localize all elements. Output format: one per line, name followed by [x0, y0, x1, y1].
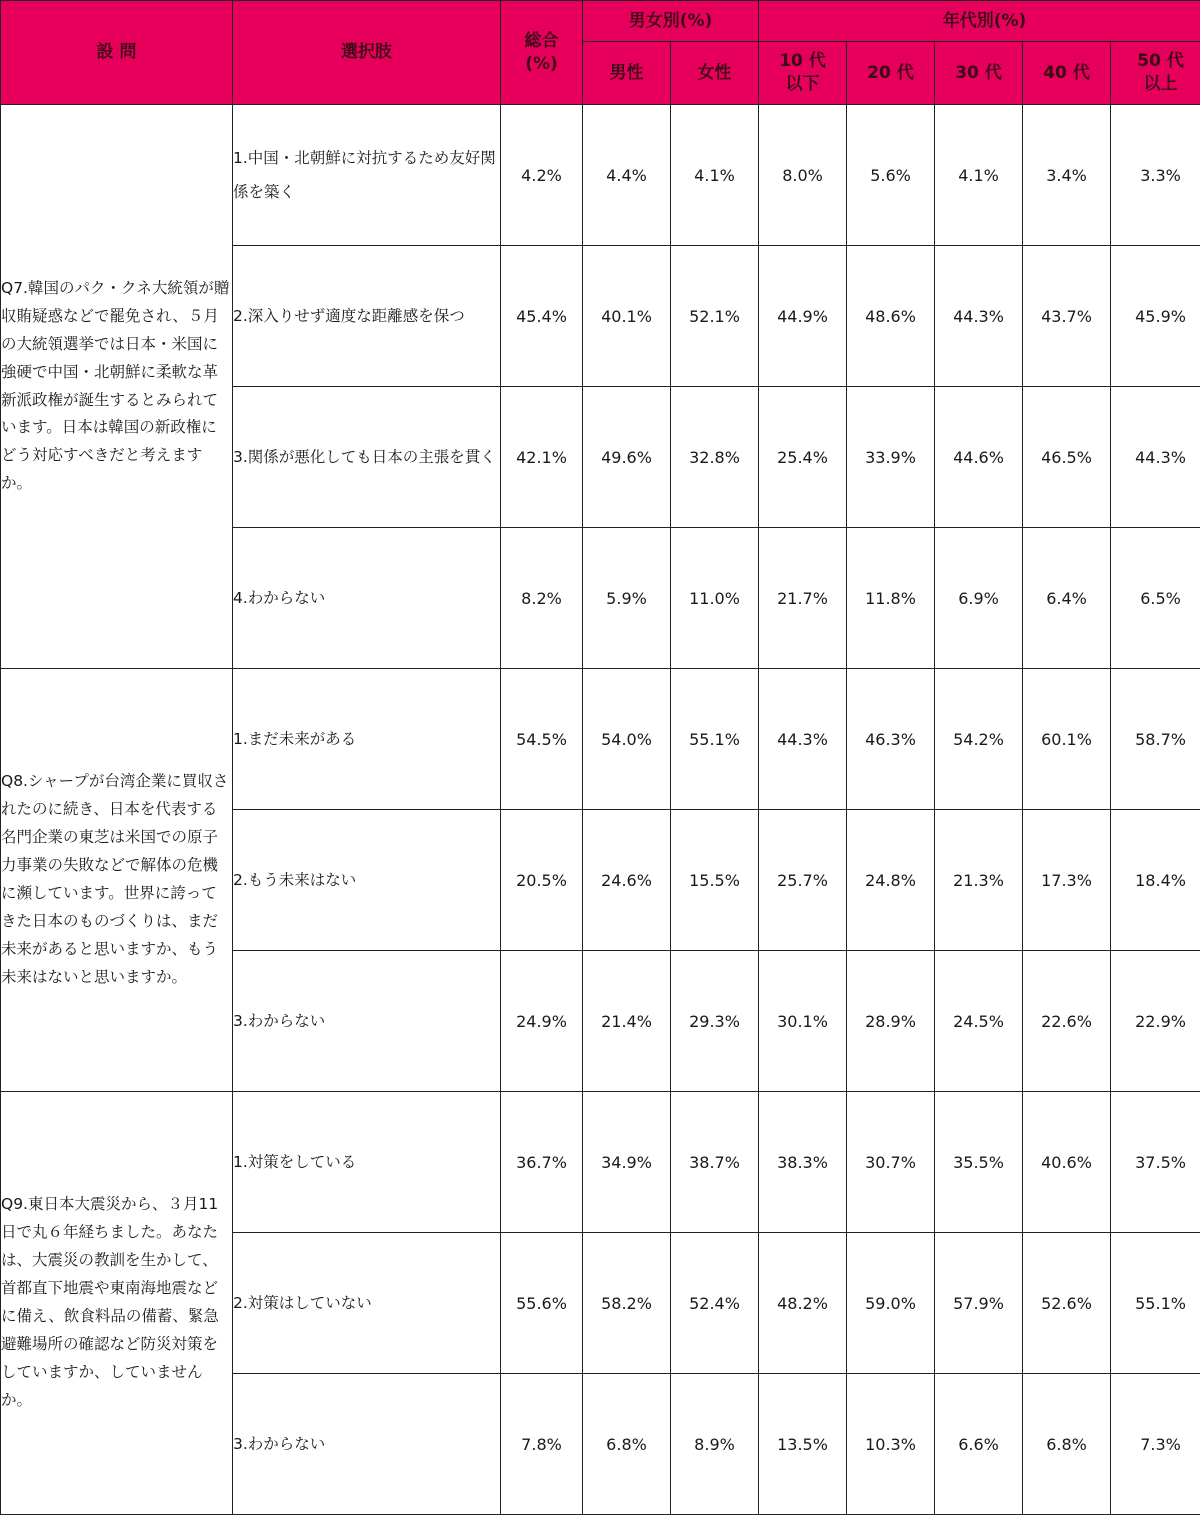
value-cell-male: 49.6%: [583, 387, 671, 528]
value-cell-age-20s: 11.8%: [847, 528, 935, 669]
value-cell-age-10s: 21.7%: [759, 528, 847, 669]
value-cell-age-40s: 60.1%: [1023, 669, 1111, 810]
value-cell-age-20s: 48.6%: [847, 246, 935, 387]
choice-label: 2.もう未来はない: [233, 810, 501, 951]
header-age-40s: 40 代: [1023, 42, 1111, 105]
value-cell-age-50s: 22.9%: [1111, 951, 1200, 1092]
value-cell-male: 5.9%: [583, 528, 671, 669]
value-cell-age-30s: 6.9%: [935, 528, 1023, 669]
value-cell-total: 36.7%: [501, 1092, 583, 1233]
value-cell-female: 55.1%: [671, 669, 759, 810]
header-age-50s: 50 代 以上: [1111, 42, 1200, 105]
value-cell-female: 38.7%: [671, 1092, 759, 1233]
value-cell-female: 8.9%: [671, 1374, 759, 1515]
value-cell-female: 52.4%: [671, 1233, 759, 1374]
value-cell-age-30s: 44.6%: [935, 387, 1023, 528]
value-cell-age-20s: 24.8%: [847, 810, 935, 951]
value-cell-total: 8.2%: [501, 528, 583, 669]
value-cell-age-40s: 52.6%: [1023, 1233, 1111, 1374]
value-cell-age-30s: 35.5%: [935, 1092, 1023, 1233]
value-cell-female: 29.3%: [671, 951, 759, 1092]
value-cell-age-30s: 21.3%: [935, 810, 1023, 951]
table-row: [1, 105, 1200, 246]
choice-label: 3.関係が悪化しても日本の主張を貫く: [233, 387, 501, 528]
value-cell-age-50s: 3.3%: [1111, 105, 1200, 246]
header-total-unit: (%): [525, 53, 558, 74]
value-cell-age-40s: 17.3%: [1023, 810, 1111, 951]
value-cell-age-50s: 37.5%: [1111, 1092, 1200, 1233]
value-cell-total: 4.2%: [501, 105, 583, 246]
question-text: Q8.シャープが台湾企業に買収されたのに続き、日本を代表する名門企業の東芝は米国での原子力事業の失敗などで解体の危機に瀕しています。世界に誇ってきた日本のものづくりは、まだ未来があると思いますか、もう未来はないと思いますか。: [1, 669, 233, 1092]
value-cell-age-20s: 33.9%: [847, 387, 935, 528]
value-cell-age-30s: 57.9%: [935, 1233, 1023, 1374]
value-cell-male: 6.8%: [583, 1374, 671, 1515]
table-row: [1, 669, 1200, 810]
value-cell-total: 42.1%: [501, 387, 583, 528]
value-cell-age-50s: 58.7%: [1111, 669, 1200, 810]
value-cell-age-40s: 46.5%: [1023, 387, 1111, 528]
table-row: [1, 1092, 1200, 1233]
choice-label: 3.わからない: [233, 951, 501, 1092]
value-cell-age-10s: 44.9%: [759, 246, 847, 387]
value-cell-age-20s: 59.0%: [847, 1233, 935, 1374]
value-cell-age-30s: 24.5%: [935, 951, 1023, 1092]
value-cell-age-20s: 10.3%: [847, 1374, 935, 1515]
value-cell-male: 54.0%: [583, 669, 671, 810]
header-gender-group: 男女別(%): [583, 1, 759, 42]
value-cell-age-10s: 25.7%: [759, 810, 847, 951]
header-question: 設 問: [1, 1, 233, 105]
value-cell-male: 21.4%: [583, 951, 671, 1092]
value-cell-total: 20.5%: [501, 810, 583, 951]
table-body: [1, 105, 1200, 1515]
value-cell-age-10s: 30.1%: [759, 951, 847, 1092]
value-cell-male: 24.6%: [583, 810, 671, 951]
value-cell-female: 4.1%: [671, 105, 759, 246]
value-cell-age-20s: 46.3%: [847, 669, 935, 810]
value-cell-age-40s: 6.4%: [1023, 528, 1111, 669]
value-cell-age-20s: 5.6%: [847, 105, 935, 246]
value-cell-age-40s: 22.6%: [1023, 951, 1111, 1092]
value-cell-age-50s: 55.1%: [1111, 1233, 1200, 1374]
header-total: [501, 1, 583, 105]
value-cell-female: 52.1%: [671, 246, 759, 387]
choice-label: 3.わからない: [233, 1374, 501, 1515]
value-cell-female: 15.5%: [671, 810, 759, 951]
value-cell-total: 55.6%: [501, 1233, 583, 1374]
value-cell-age-30s: 54.2%: [935, 669, 1023, 810]
value-cell-age-50s: 44.3%: [1111, 387, 1200, 528]
header-choice: 選択肢: [233, 1, 501, 105]
question-text: Q7.韓国のパク・クネ大統領が贈収賄疑惑などで罷免され、５月の大統領選挙では日本・米国に強硬で中国・北朝鮮に柔軟な革新派政権が誕生するとみられています。日本は韓国の新政権にどう対応すべきだと考えますか。: [1, 105, 233, 669]
choice-label: 2.対策はしていない: [233, 1233, 501, 1374]
choice-label: 4.わからない: [233, 528, 501, 669]
value-cell-male: 58.2%: [583, 1233, 671, 1374]
value-cell-age-50s: 7.3%: [1111, 1374, 1200, 1515]
value-cell-age-20s: 28.9%: [847, 951, 935, 1092]
value-cell-age-10s: 13.5%: [759, 1374, 847, 1515]
value-cell-age-30s: 6.6%: [935, 1374, 1023, 1515]
table-header: [1, 1, 1200, 105]
header-female: 女性: [671, 42, 759, 105]
value-cell-female: 32.8%: [671, 387, 759, 528]
header-age-20s: 20 代: [847, 42, 935, 105]
value-cell-age-50s: 18.4%: [1111, 810, 1200, 951]
header-age-10s: 10 代 以下: [759, 42, 847, 105]
value-cell-age-50s: 6.5%: [1111, 528, 1200, 669]
header-age-group: 年代別(%): [759, 1, 1200, 42]
value-cell-age-20s: 30.7%: [847, 1092, 935, 1233]
value-cell-total: 7.8%: [501, 1374, 583, 1515]
value-cell-age-10s: 38.3%: [759, 1092, 847, 1233]
choice-label: 1.対策をしている: [233, 1092, 501, 1233]
value-cell-age-40s: 43.7%: [1023, 246, 1111, 387]
value-cell-age-30s: 44.3%: [935, 246, 1023, 387]
value-cell-male: 4.4%: [583, 105, 671, 246]
header-age-30s: 30 代: [935, 42, 1023, 105]
value-cell-total: 24.9%: [501, 951, 583, 1092]
value-cell-age-40s: 3.4%: [1023, 105, 1111, 246]
value-cell-male: 34.9%: [583, 1092, 671, 1233]
value-cell-total: 54.5%: [501, 669, 583, 810]
value-cell-age-10s: 48.2%: [759, 1233, 847, 1374]
value-cell-age-30s: 4.1%: [935, 105, 1023, 246]
choice-label: 1.中国・北朝鮮に対抗するため友好関係を築く: [233, 105, 501, 246]
value-cell-total: 45.4%: [501, 246, 583, 387]
value-cell-age-10s: 8.0%: [759, 105, 847, 246]
value-cell-age-50s: 45.9%: [1111, 246, 1200, 387]
choice-label: 2.深入りせず適度な距離感を保つ: [233, 246, 501, 387]
value-cell-age-40s: 6.8%: [1023, 1374, 1111, 1515]
choice-label: 1.まだ未来がある: [233, 669, 501, 810]
value-cell-age-10s: 25.4%: [759, 387, 847, 528]
value-cell-age-10s: 44.3%: [759, 669, 847, 810]
value-cell-female: 11.0%: [671, 528, 759, 669]
value-cell-age-40s: 40.6%: [1023, 1092, 1111, 1233]
header-male: 男性: [583, 42, 671, 105]
value-cell-male: 40.1%: [583, 246, 671, 387]
question-text: Q9.東日本大震災から、３月11 日で丸６年経ちました。あなたは、大震災の教訓を生かして、首都直下地震や東南海地震などに備え、飲食料品の備蓄、緊急避難場所の確認など防災対策をしていますか、していませんか。: [1, 1092, 233, 1515]
header-total-label: 総合: [524, 30, 559, 51]
